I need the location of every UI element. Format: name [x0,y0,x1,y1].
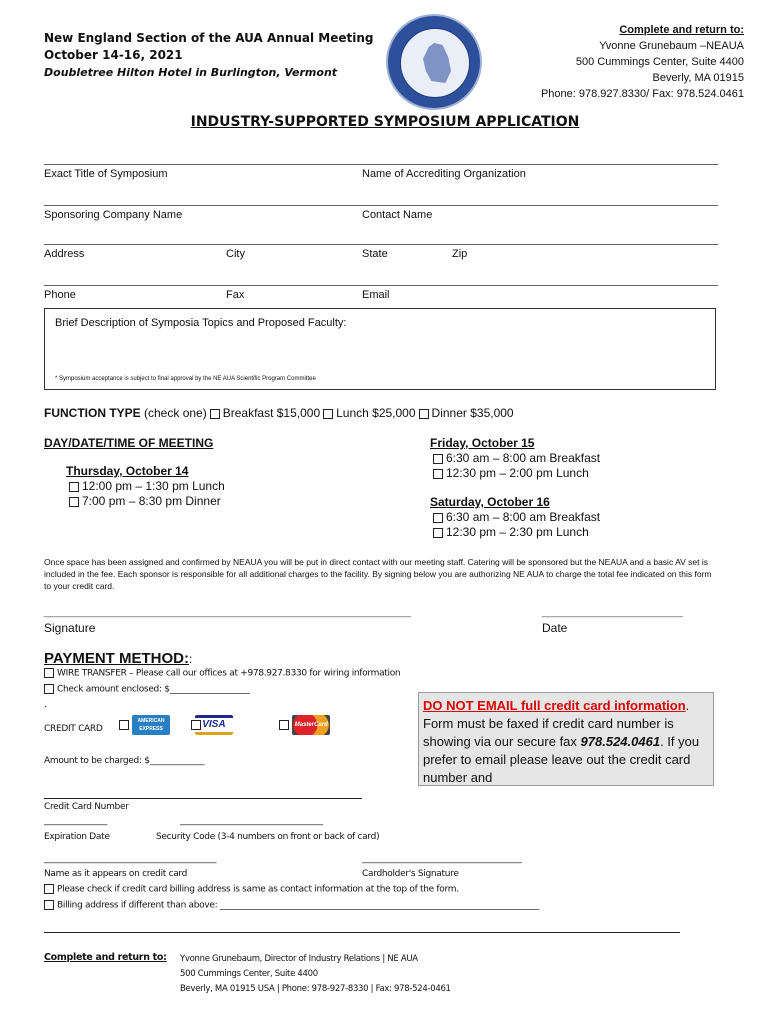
meeting-dates: October 14-16, 2021 [44,48,183,62]
fri-lunch-checkbox[interactable] [433,469,443,479]
fax-instruction: . Form must be faxed if credit card number is showing via our secure fax [423,698,690,749]
footer-line2: 500 Cummings Center, Suite 4400 [180,969,318,979]
wire-checkbox[interactable] [44,668,54,678]
wire-transfer-option [44,668,400,679]
return-title: Complete and return to: [619,24,744,36]
amex-checkbox[interactable] [119,720,129,730]
amex-logo: AMERICAN EXPRESS [132,715,170,735]
visa-logo: VISA [195,715,233,735]
friday-heading: Friday, October 15 [430,436,535,450]
title-field-line[interactable] [44,164,718,165]
date-line[interactable]: _______________________ [542,606,683,618]
credit-card-label: CREDIT CARD [44,724,103,734]
card-number-label: Credit Card Number [44,802,129,812]
credit-card-options [116,715,330,735]
lunch-option: Lunch $25,000 [336,406,416,420]
payment-heading-text: PAYMENT METHOD: [44,650,190,667]
return-phone-fax: Phone: 978.927.8330/ Fax: 978.524.0461 [540,88,744,100]
billing-address-label: Billing address if different than above: ____________________________________________________________________________ [57,900,540,911]
mastercard-checkbox[interactable] [279,720,289,730]
security-code-label: Security Code (3-4 numbers on front or back of card) [156,832,380,842]
fax-warning-box [418,692,714,786]
fax-label: Fax [226,289,245,301]
description-box[interactable] [44,308,716,390]
cardholder-signature-label: Cardholder's Signature [362,869,459,879]
name-on-card-line[interactable]: _________________________________________ [44,854,217,864]
accrediting-org-label: Name of Accrediting Organization [362,168,526,180]
fri-breakfast-checkbox[interactable] [433,454,443,464]
saturday-block [430,495,600,540]
sat-lunch-slot: 12:30 pm – 2:30 pm Lunch [446,525,589,539]
email-label: Email [362,289,390,301]
description-note: * Symposium acceptance is subject to final approval by the NE AUA Scientific Program Committee [55,376,316,382]
card-number-line[interactable] [44,798,362,799]
wire-label: WIRE TRANSFER – Please call our offices at +978.927.8330 for wiring information [57,668,401,679]
address-field-line[interactable] [44,244,718,245]
footer-line1: Yvonne Grunebaum, Director of Industry Relations | NE AUA [180,954,418,964]
thu-lunch-slot: 12:00 pm – 1:30 pm Lunch [82,479,225,493]
phone-label: Phone [44,289,76,301]
saturday-heading: Saturday, October 16 [430,495,550,509]
description-heading: Brief Description of Symposia Topics and Proposed Faculty: [55,317,347,329]
meeting-header [44,30,374,81]
sat-breakfast-slot: 6:30 am – 8:00 am Breakfast [446,510,601,524]
lunch-checkbox[interactable] [323,409,333,419]
friday-block [430,436,600,481]
expiration-line[interactable]: _______________ [44,816,108,826]
thursday-heading: Thursday, October 14 [66,464,189,478]
phone-field-line[interactable] [44,285,718,286]
return-address [541,22,744,102]
fri-breakfast-slot: 6:30 am – 8:00 am Breakfast [446,451,601,465]
return-city: Beverly, MA 01915 [652,72,744,84]
check-label: Check amount enclosed: $___________________ [57,684,250,695]
date-label: Date [542,621,568,635]
thu-dinner-slot: 7:00 pm – 8:30 pm Dinner [82,494,221,508]
cardholder-signature-line[interactable]: ______________________________________ [362,854,522,864]
function-type-hint: (check one) [144,406,207,420]
payment-heading-colon: : [189,652,193,666]
fri-lunch-slot: 12:30 pm – 2:00 pm Lunch [446,466,589,480]
zip-label: Zip [452,248,468,260]
security-code-line[interactable]: __________________________________ [180,816,323,826]
payment-heading [44,650,192,667]
contact-label: Contact Name [362,209,433,221]
thu-dinner-checkbox[interactable] [69,497,79,507]
billing-address-option [44,900,539,911]
footer-label: Complete and return to: [44,952,167,963]
billing-address-checkbox[interactable] [44,900,54,910]
exact-title-label: Exact Title of Symposium [44,168,168,180]
new-england-section-seal [386,14,482,110]
dinner-option: Dinner $35,000 [431,406,514,420]
same-address-label: Please check if credit card billing address is same as contact information at the top of the form. [57,884,459,895]
signature-label: Signature [44,621,96,635]
dinner-checkbox[interactable] [419,409,429,419]
city-label: City [226,248,245,260]
amount-charged[interactable]: Amount to be charged: $_____________ [44,756,205,766]
sponsor-label: Sponsoring Company Name [44,209,183,221]
function-type-label: FUNCTION TYPE [44,406,141,420]
sat-breakfast-checkbox[interactable] [433,513,443,523]
same-address-option [44,884,459,895]
footer-address [180,952,451,997]
meeting-title: New England Section of the AUA Annual Meeting [44,31,374,45]
mastercard-logo: MasterCard [292,715,330,735]
footer-line3: Beverly, MA 01915 USA | Phone: 978-927-8330 | Fax: 978-524-0461 [180,984,451,994]
sponsor-field-line[interactable] [44,205,718,206]
footer-divider [44,932,680,933]
check-option [44,684,250,695]
function-type-row [44,406,514,420]
address-label: Address [44,248,85,260]
thu-lunch-checkbox[interactable] [69,482,79,492]
expiration-label: Expiration Date [44,832,110,842]
return-street: 500 Cummings Center, Suite 4400 [575,56,744,68]
check-checkbox[interactable] [44,684,54,694]
secure-fax-number: 978.524.0461 [580,734,661,749]
thursday-block [66,464,225,509]
breakfast-option: Breakfast $15,000 [222,406,321,420]
form-title: INDUSTRY-SUPPORTED SYMPOSIUM APPLICATION [190,114,580,130]
email-instruction: . If you prefer to email please leave out the credit card number and [423,734,700,785]
meeting-venue: Doubletree Hilton Hotel in Burlington, Vermont [44,66,338,79]
email-warning: DO NOT EMAIL full credit card information [423,698,686,713]
stray-dot: . [44,700,47,710]
return-name: Yvonne Grunebaum –NEAUA [599,40,744,52]
sat-lunch-checkbox[interactable] [433,528,443,538]
terms-paragraph: Once space has been assigned and confirmed by NEAUA you will be put in direct contact with our meeting staff. Catering will be sponsored but the NEAUA and a basic AV set is included in the fee. Each sponsor is responsible for all additional charges to the facility. By signing below you are authorizing NE AUA to charge the total fee indicated on this form to your credit card. [44,557,712,591]
breakfast-checkbox[interactable] [210,409,220,419]
visa-checkbox[interactable] [191,720,201,730]
state-label: State [362,248,388,260]
name-on-card-label: Name as it appears on credit card [44,869,188,879]
schedule-heading: DAY/DATE/TIME OF MEETING [44,436,214,450]
signature-line[interactable]: ____________________________________________________________ [44,606,412,618]
same-address-checkbox[interactable] [44,884,54,894]
